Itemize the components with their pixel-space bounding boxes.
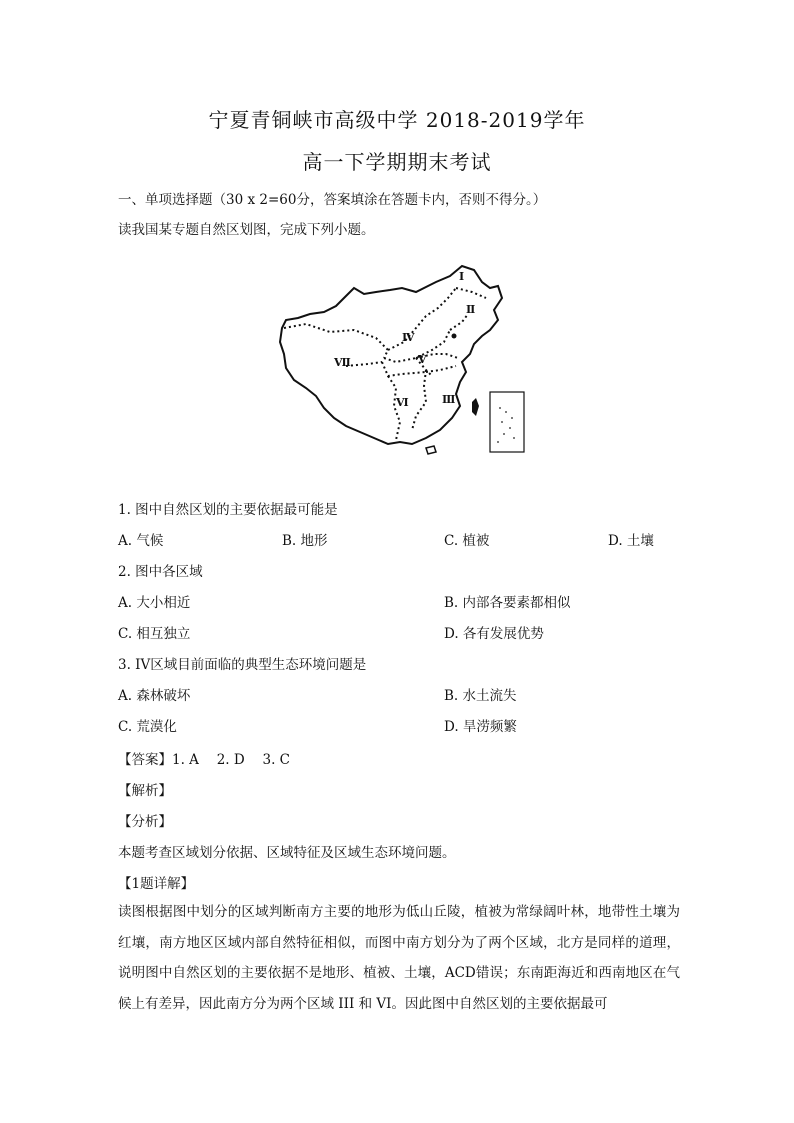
q2-option-d: D. 各有发展优势 [444,626,544,642]
detail-heading: 【1题详解】 [118,876,195,892]
question-2-stem: 2. 图中各区域 [118,564,203,580]
south-sea-inset [490,392,524,452]
region-label-6: Ⅵ [396,396,409,409]
section-heading: 一、单项选择题（30 x 2=60分，答案填涂在答题卡内，否则不得分。） [118,192,547,208]
detail-paragraph: 读图根据图中划分的区域判断南方主要的地形为低山丘陵，植被为常绿阔叶林，地带性土壤为红壤，南方地区区域内部自然特征相似，而图中南方划分为了两个区域，北方是同样的道理，说明图中自然区划的主要依据不是地形、植被、土壤，ACD错误；东南距海近和西南地区在气候上有差异，因此南方分为两个区域 III 和 VI。因此图中自然区划的主要依据最可 [118,904,680,1012]
country-outline [280,266,502,444]
q1-option-b: B. 地形 [282,533,328,549]
region-label-2: Ⅱ [466,303,476,316]
jiexi-heading: 【解析】 [118,783,172,799]
question-intro: 读我国某专题自然区划图，完成下列小题。 [118,222,375,238]
region-boundaries [284,288,486,440]
analysis-text: 本题考查区域划分依据、区域特征及区域生态环境问题。 [118,845,456,861]
capital-dot [452,334,457,339]
hainan-island [426,446,436,454]
q1-option-a: A. 气候 [118,533,164,549]
q3-option-a: A. 森林破坏 [118,688,191,704]
question-3-stem: 3. IV区域目前面临的典型生态环境问题是 [118,657,367,673]
q1-option-d: D. 土壤 [608,533,654,549]
region-label-3: Ⅲ [442,393,456,406]
region-label-1: Ⅰ [459,270,465,283]
q3-option-d: D. 旱涝频繁 [444,719,517,735]
answer-line: 【答案】1. A 2. D 3. C [118,752,290,768]
china-region-map [276,258,526,458]
region-label-7: Ⅶ [334,356,351,369]
title-line-1: 宁夏青铜峡市高级中学 2018-2019学年 [208,108,586,132]
title-line-2: 高一下学期期末考试 [302,150,492,174]
q3-option-c: C. 荒漠化 [118,719,177,735]
inset-islands [497,407,515,443]
q2-option-c: C. 相互独立 [118,626,191,642]
question-1-stem: 1. 图中自然区划的主要依据最可能是 [118,502,338,518]
region-label-4: Ⅳ [402,331,415,344]
region-label-5: Ⅴ [418,353,427,366]
q1-option-c: C. 植被 [444,533,490,549]
q2-option-a: A. 大小相近 [118,595,191,611]
q2-option-b: B. 内部各要素都相似 [444,595,571,611]
fenxi-heading: 【分析】 [118,814,172,830]
taiwan-island [472,398,479,416]
q3-option-b: B. 水土流失 [444,688,517,704]
